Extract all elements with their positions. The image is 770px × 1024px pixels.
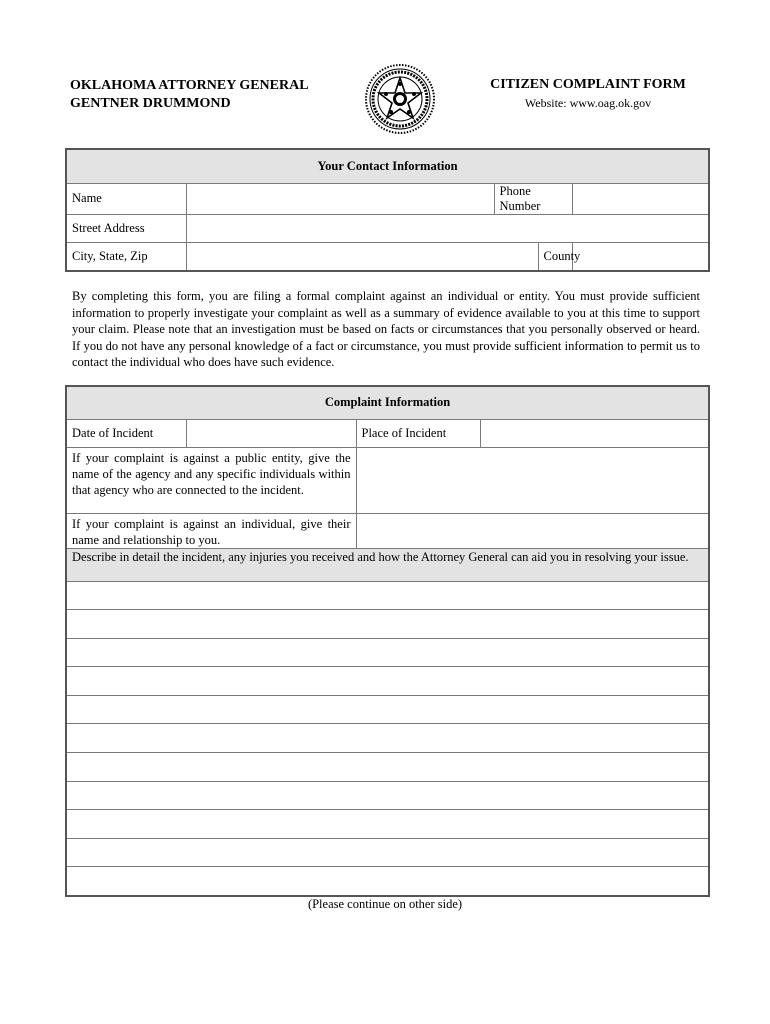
complaint-information-table (65, 385, 710, 897)
individual-field[interactable] (356, 513, 709, 548)
description-line[interactable] (66, 695, 709, 724)
public-entity-label: If your complaint is against a public entity, give the name of the agency and any specific individuals within that agency who are connected to the incident. (66, 447, 356, 513)
describe-incident-label: Describe in detail the incident, any injuries you received and how the Attorney General can aid you in resolving your issue. (66, 548, 709, 581)
date-of-incident-label: Date of Incident (66, 419, 186, 447)
intro-paragraph: By completing this form, you are filing a formal complaint against an individual or entity. You must provide sufficient information to properly investigate your complaint as well as a summary of evidence available to you at this time to support your claim. Please note that an investigation must be based on facts or circumstances that you personally observed or heard. If you do not have any personal knowledge of a fact or circumstance, you must provide sufficient information to permit us to contact the individual who does have such evidence. (72, 289, 700, 369)
description-line[interactable] (66, 781, 709, 810)
continue-note: (Please continue on other side) (307, 897, 463, 911)
form-title: CITIZEN COMPLAINT FORM (490, 77, 686, 92)
state-seal-icon (364, 63, 436, 135)
description-line[interactable] (66, 838, 709, 867)
website-line: Website: www.oag.ok.gov (524, 96, 652, 110)
place-of-incident-field[interactable] (480, 419, 709, 447)
street-address-field[interactable] (186, 214, 709, 242)
place-of-incident-label: Place of Incident (356, 419, 480, 447)
date-of-incident-field[interactable] (186, 419, 356, 447)
description-line[interactable] (66, 753, 709, 782)
description-line[interactable] (66, 724, 709, 753)
office-name: OKLAHOMA ATTORNEY GENERAL (70, 78, 309, 93)
contact-information-table (65, 148, 710, 272)
contact-section-title: Your Contact Information (66, 149, 709, 183)
description-line[interactable] (66, 667, 709, 696)
name-field[interactable] (186, 183, 494, 214)
street-address-label: Street Address (66, 214, 186, 242)
county-field[interactable] (572, 242, 709, 271)
phone-number-field[interactable] (572, 183, 709, 214)
phone-number-label: Phone Number (494, 183, 572, 214)
public-entity-field[interactable] (356, 447, 709, 513)
attorney-general-name: GENTNER DRUMMOND (70, 96, 231, 111)
form-title-block (468, 77, 708, 111)
county-label: County (538, 242, 572, 271)
complaint-section-title: Complaint Information (66, 386, 709, 419)
description-line[interactable] (66, 581, 709, 610)
description-line[interactable] (66, 810, 709, 839)
description-line[interactable] (66, 610, 709, 639)
description-line[interactable] (66, 638, 709, 667)
office-header (70, 77, 309, 113)
description-line[interactable] (66, 867, 709, 896)
city-state-zip-field[interactable] (186, 242, 538, 271)
individual-label: If your complaint is against an individual, give their name and relationship to you. (66, 513, 356, 548)
city-state-zip-label: City, State, Zip (66, 242, 186, 271)
name-label: Name (66, 183, 186, 214)
